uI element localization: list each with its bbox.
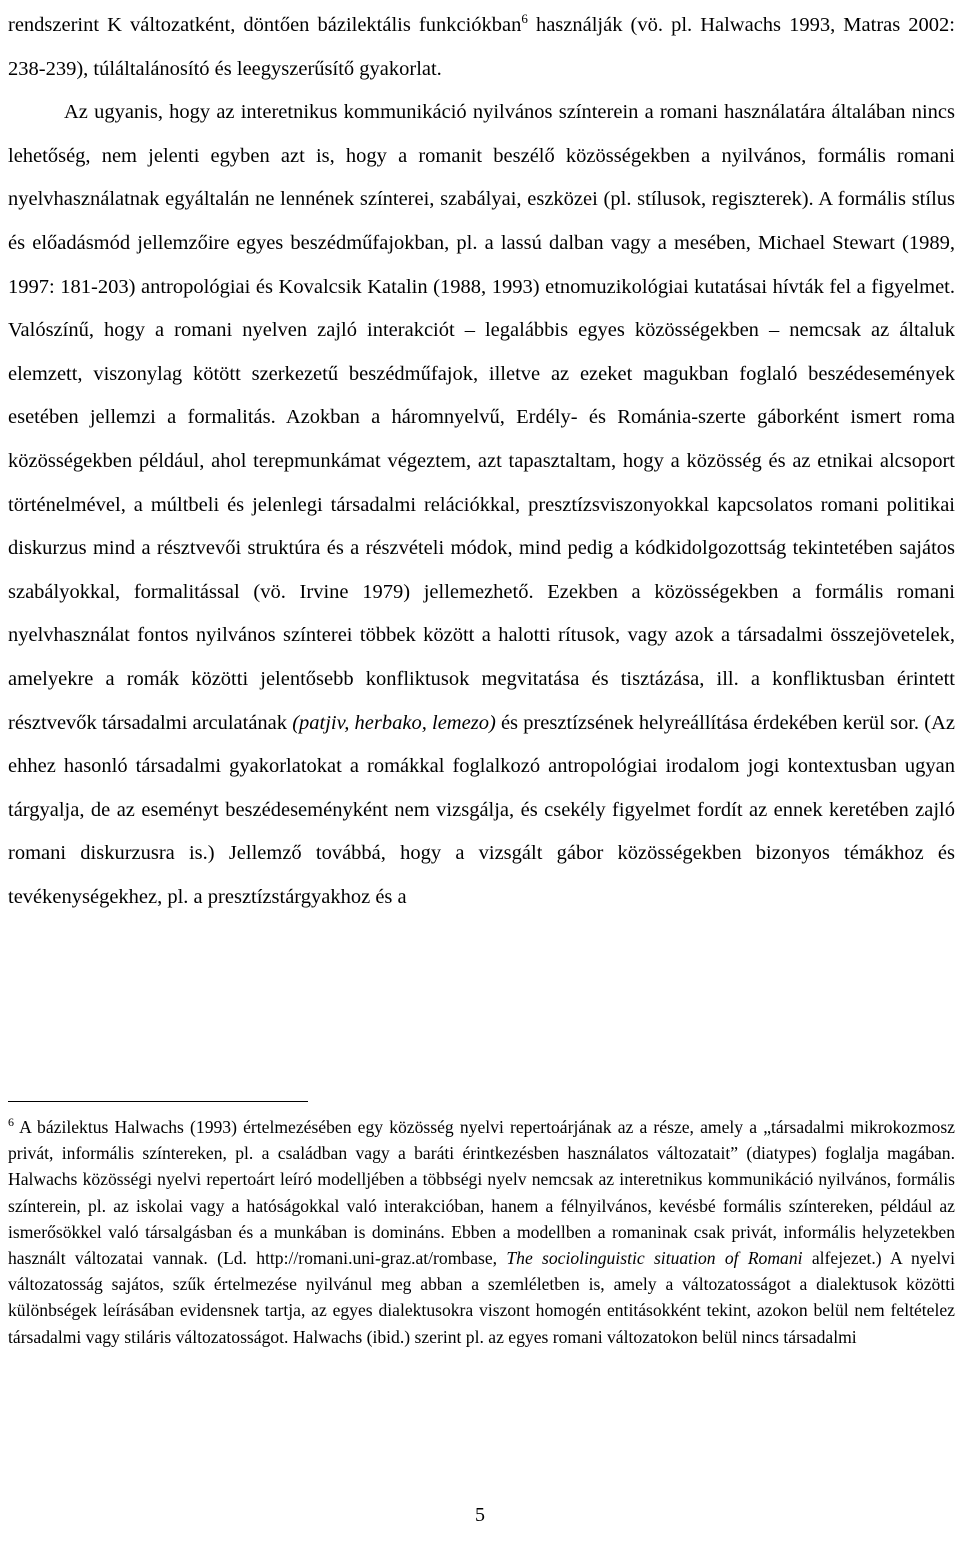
paragraph-1-text-a: rendszerint K változatként, döntően bázilektális funkciókban bbox=[8, 14, 522, 36]
body-text bbox=[8, 0, 955, 919]
footnote-text-a: A bázilektus Halwachs (1993) értelmezésében egy közösség nyelvi repertoárjának az a része, amely a „társadalmi mikrokozmosz privát, informális színtereken, pl. a családban vagy a baráti érintkezésben használatos változatait” (diatypes) foglalja magában. Halwachs közösségi nyelvi repertoárt leíró modelljében a többségi nyelv nemcsak az interetnikus kommunikáció nyilvános, formális színterein, pl. az iskolai vagy a hatóságokkal való interakcióban, hanem a félnyilvános, kevésbé formális színtereken, például az ismerősökkel való társalgásban és a munkában is domináns. Ebben a modellben a romaninak csak privát, informális helyzetekben használt változatai vannak. (Ld. http://romani.uni-graz.at/rombase, bbox=[8, 1117, 955, 1269]
page-number: 5 bbox=[475, 1504, 485, 1526]
footnote-text bbox=[8, 1114, 955, 1350]
paragraph-1-text-b: használják (vö. pl. Halwachs 1993, Matras 2002: 238-239), túláltalánosító és leegyszerűsítő gyakorlat. bbox=[8, 14, 955, 80]
footnote-number: 6 bbox=[8, 1115, 14, 1130]
footnote-text-b: alfejezet.) A nyelvi változatosság sajátos, szűk értelmezése nyilvánul meg abban a szemléletben is, amely a változatosságot a dialektusok közötti különbségek leírásában evidensnek tartja, az egyes dialektusokra viszont homogén entitásokként tekint, azokon belül nem feltételez társadalmi vagy stiláris változatosságot. Halwachs (ibid.) szerint pl. az egyes romani változatokon belül nincs társadalmi bbox=[8, 1248, 955, 1347]
paragraph-2-text-a: Az ugyanis, hogy az interetnikus kommunikáció nyilvános színterein a romani használatára általában nincs lehetőség, nem jelenti egyben azt is, hogy a romanit beszélő közösségekben a nyilvános, formális romani nyelvhasználatnak egyáltalán ne lennének színterei, szabályai, eszközei (pl. stílusok, regiszterek). A formális stílus és előadásmód jellemzőire egyes beszédműfajokban, pl. a lassú dalban vagy a mesében, Michael Stewart (1989, 1997: 181-203) antropológiai és Kovalcsik Katalin (1988, 1993) etnomuzikológiai kutatásai hívták fel a figyelmet. Valószínű, hogy a romani nyelven zajló interakciót – legalábbis egyes közösségekben – nemcsak az általuk elemzett, viszonylag kötött szerkezetű beszédműfajok, illetve az ezeket magukban foglaló beszédesemények esetében jellemzi a formalitás. Azokban a háromnyelvű, Erdély- és Románia-szerte gáborként ismert roma közösségekben például, ahol terepmunkámat végeztem, azt tapasztaltam, hogy a közösség és az etnikai alcsoport történelmével, a múltbeli és jelenlegi társadalmi relációkkal, presztízsviszonyokkal kapcsolatos romani politikai diskurzus mind a résztvevői struktúra és a részvételi módok, mind pedig a kódkidolgozottság tekintetében sajátos szabályokkal, formalitással (vö. Irvine 1979) jellemezhető. Ezekben a közösségekben a formális romani nyelvhasználat fontos nyilvános színterei többek között a halotti rítusok, vagy azok a társadalmi összejövetelek, amelyekre a romák közötti jelentősebb konfliktusok megvitatása és tisztázása, ill. a konfliktusban érintett résztvevők társadalmi arculatának bbox=[8, 101, 955, 734]
footnote bbox=[8, 1114, 955, 1350]
paragraph-1 bbox=[8, 4, 955, 91]
footnote-reference[interactable]: 6 bbox=[521, 11, 528, 27]
footnote-italic-title: The sociolinguistic situation of Romani bbox=[506, 1248, 803, 1269]
footnote-separator bbox=[8, 1101, 308, 1102]
paragraph-2 bbox=[8, 91, 955, 919]
paragraph-2-italic-terms: (patjiv, herbako, lemezo) bbox=[292, 711, 496, 734]
paragraph-2-text-b: és presztízsének helyreállítása érdekében kerül sor. (Az ehhez hasonló társadalmi gyakorlatokat a romákkal foglalkozó antropológiai irodalom jogi kontextusban ugyan tárgyalja, de az eseményt beszédeseményként nem vizsgálja, és csekély figyelmet fordít az ennek keretében zajló romani diskurzusra is.) Jellemző továbbá, hogy a vizsgált gábor közösségekben bizonyos témákhoz és tevékenységekhez, pl. a presztízstárgyakhoz és a bbox=[8, 711, 955, 908]
